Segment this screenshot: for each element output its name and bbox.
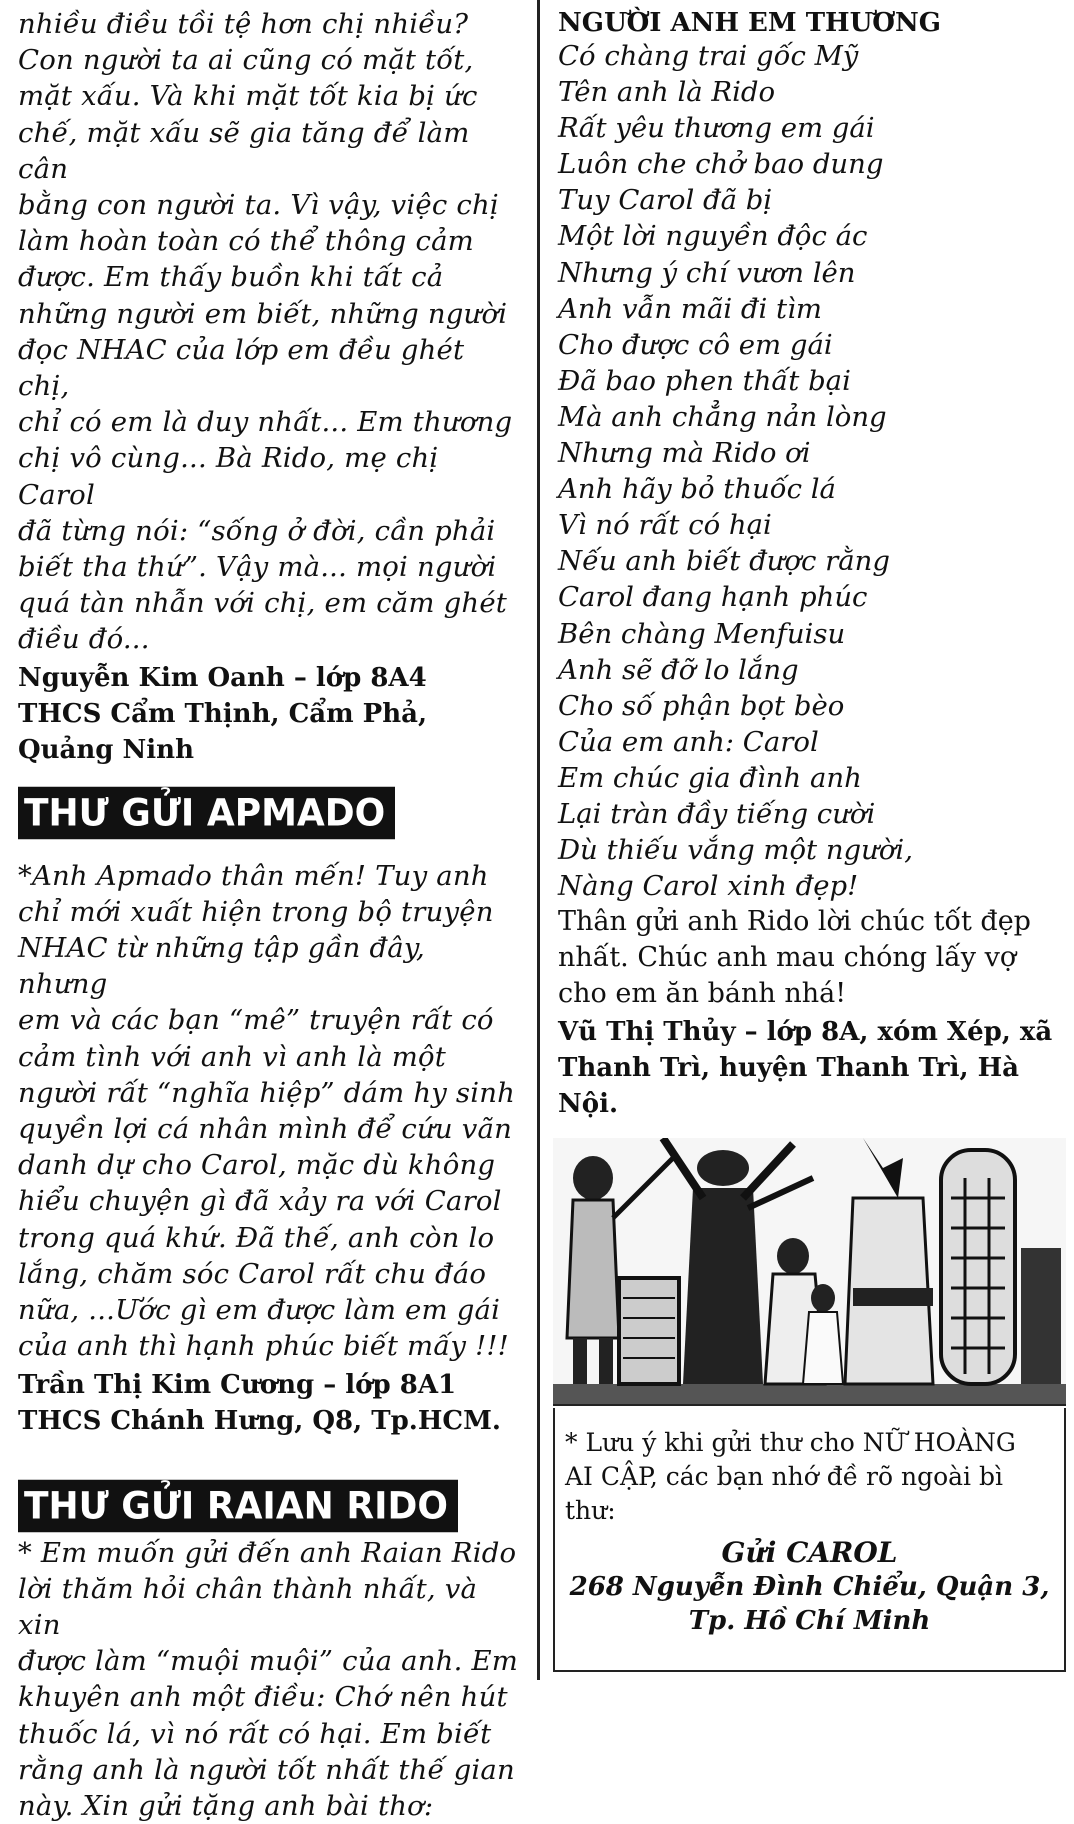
poem-line: Tuy Carol đã bị — [558, 182, 1066, 218]
signature-line: Vũ Thị Thủy – lớp 8A, xóm Xép, xã — [558, 1014, 1066, 1050]
poem-line: Dù thiếu vắng một người, — [558, 832, 1066, 868]
signature-2 — [18, 1367, 523, 1439]
letter-3-body — [18, 1535, 523, 1824]
text-line: trong quá khứ. Đã thế, anh còn lo — [18, 1220, 523, 1256]
text-line: làm hoàn toàn có thể thông cảm — [18, 223, 523, 259]
text-line: quyền lợi cá nhân mình để cứu vãn — [18, 1111, 523, 1147]
section-heading-raian-rido: THƯ GỬI RAIAN RIDO — [18, 1479, 458, 1532]
text-line: được. Em thấy buồn khi tất cả — [18, 259, 523, 295]
text-line: của anh thì hạnh phúc biết mấy !!! — [18, 1328, 523, 1364]
poem-line: Lại tràn đầy tiếng cười — [558, 796, 1066, 832]
poem-line: Anh vẫn mãi đi tìm — [558, 291, 1066, 327]
signature-line: THCS Chánh Hưng, Q8, Tp.HCM. — [18, 1403, 523, 1439]
text-line: * Lưu ý khi gửi thư cho NỮ HOÀNG — [565, 1426, 1054, 1460]
text-line: thư: — [565, 1494, 1054, 1528]
mailing-note-box — [553, 1408, 1066, 1672]
poem-line: Nhưng mà Rido ơi — [558, 435, 1066, 471]
poem-line: Nhưng ý chí vươn lên — [558, 255, 1066, 291]
poem-title: NGƯỜI ANH EM THƯƠNG — [558, 8, 1066, 38]
section-heading-apmado: THƯ GỬI APMADO — [18, 786, 395, 839]
poem-line: Anh hãy bỏ thuốc lá — [558, 471, 1066, 507]
poem-line: Của em anh: Carol — [558, 724, 1066, 760]
text-line: NHAC từ những tập gần đây, nhưng — [18, 930, 523, 1002]
poem-line: Cho số phận bọt bèo — [558, 688, 1066, 724]
signature-line: Trần Thị Kim Cương – lớp 8A1 — [18, 1367, 523, 1403]
text-line: rằng anh là người tốt nhất thế gian — [18, 1752, 523, 1788]
signature-line: THCS Cẩm Thịnh, Cẩm Phả, — [18, 696, 523, 732]
text-line: được làm “muội muội” của anh. Em — [18, 1643, 523, 1679]
section-heading-wrap — [18, 1481, 523, 1531]
signature-line: Thanh Trì, huyện Thanh Trì, Hà — [558, 1050, 1066, 1086]
text-line: em và các bạn “mê” truyện rất có — [18, 1002, 523, 1038]
text-line: nhất. Chúc anh mau chóng lấy vợ — [558, 940, 1066, 976]
text-line: cho em ăn bánh nhá! — [558, 976, 1066, 1012]
poem-line: Bên chàng Menfuisu — [558, 616, 1066, 652]
text-line: cảm tình với anh vì anh là một — [18, 1039, 523, 1075]
poem-line: Một lời nguyền độc ác — [558, 218, 1066, 254]
note-text — [565, 1426, 1054, 1528]
signature-3 — [558, 1014, 1066, 1122]
section-heading-wrap — [18, 788, 523, 838]
address-title: Gửi CAROL — [565, 1536, 1054, 1570]
address-line: Tp. Hồ Chí Minh — [565, 1604, 1054, 1638]
text-line: những người em biết, những người — [18, 296, 523, 332]
text-line: điều đó... — [18, 621, 523, 657]
text-line: Con người ta ai cũng có mặt tốt, — [18, 42, 523, 78]
text-line: lời thăm hỏi chân thành nhất, và xin — [18, 1571, 523, 1643]
poem-line: Em chúc gia đình anh — [558, 760, 1066, 796]
text-line: thuốc lá, vì nó rất có hại. Em biết — [18, 1716, 523, 1752]
text-line: chỉ có em là duy nhất... Em thương — [18, 404, 523, 440]
text-line: *Anh Apmado thân mến! Tuy anh — [18, 858, 523, 894]
poem-line: Rất yêu thương em gái — [558, 110, 1066, 146]
egyptian-illustration — [553, 1138, 1066, 1406]
letter-2-body — [18, 858, 523, 1365]
poem-line: Tên anh là Rido — [558, 74, 1066, 110]
poem-line: Cho được cô em gái — [558, 327, 1066, 363]
poem-line: Có chàng trai gốc Mỹ — [558, 38, 1066, 74]
text-line: lắng, chăm sóc Carol rất chu đáo — [18, 1256, 523, 1292]
text-line: quá tàn nhẫn với chị, em căm ghét — [18, 585, 523, 621]
left-column — [18, 0, 523, 1824]
poem-line: Anh sẽ đỡ lo lắng — [558, 652, 1066, 688]
poem-line: Nếu anh biết được rằng — [558, 543, 1066, 579]
text-line: này. Xin gửi tặng anh bài thơ: — [18, 1788, 523, 1824]
text-line: nữa, ...Ước gì em được làm em gái — [18, 1292, 523, 1328]
address-line: 268 Nguyễn Đình Chiểu, Quận 3, — [565, 1570, 1054, 1604]
text-line: * Em muốn gửi đến anh Raian Rido — [18, 1535, 523, 1571]
poem-body — [558, 38, 1066, 904]
signature-1 — [18, 660, 523, 768]
poem-line: Carol đang hạnh phúc — [558, 579, 1066, 615]
text-line: biết tha thứ”. Vậy mà... mọi người — [18, 549, 523, 585]
text-line: Thân gửi anh Rido lời chúc tốt đẹp — [558, 904, 1066, 940]
text-line: khuyên anh một điều: Chớ nên hút — [18, 1679, 523, 1715]
text-line: danh dự cho Carol, mặc dù không — [18, 1147, 523, 1183]
text-line: bằng con người ta. Vì vậy, việc chị — [18, 187, 523, 223]
text-line: người rất “nghĩa hiệp” dám hy sinh — [18, 1075, 523, 1111]
poem-line: Nàng Carol xinh đẹp! — [558, 868, 1066, 904]
text-line: mặt xấu. Và khi mặt tốt kia bị ức — [18, 78, 523, 114]
poem-line: Vì nó rất có hại — [558, 507, 1066, 543]
signature-line: Nguyễn Kim Oanh – lớp 8A4 — [18, 660, 523, 696]
text-line: nhiều điều tồi tệ hơn chị nhiều? — [18, 6, 523, 42]
letter-1-body — [18, 6, 523, 658]
poem-line: Mà anh chẳng nản lòng — [558, 399, 1066, 435]
poem-line: Luôn che chở bao dung — [558, 146, 1066, 182]
column-divider — [537, 0, 540, 1680]
text-line: đã từng nói: “sống ở đời, cần phải — [18, 513, 523, 549]
poem-line: Đã bao phen thất bại — [558, 363, 1066, 399]
text-line: chị vô cùng... Bà Rido, mẹ chị Carol — [18, 440, 523, 512]
text-line: chỉ mới xuất hiện trong bộ truyện — [18, 894, 523, 930]
text-line: AI CẬP, các bạn nhớ đề rõ ngoài bì — [565, 1460, 1054, 1494]
signature-line: Quảng Ninh — [18, 732, 523, 768]
signature-line: Nội. — [558, 1086, 1066, 1122]
egyptian-scene-image — [553, 1138, 1066, 1404]
text-line: chế, mặt xấu sẽ gia tăng để làm cân — [18, 115, 523, 187]
text-line: đọc NHAC của lớp em đều ghét chị, — [18, 332, 523, 404]
text-line: hiểu chuyện gì đã xảy ra với Carol — [18, 1183, 523, 1219]
right-column — [558, 0, 1066, 1122]
closing-text — [558, 904, 1066, 1012]
